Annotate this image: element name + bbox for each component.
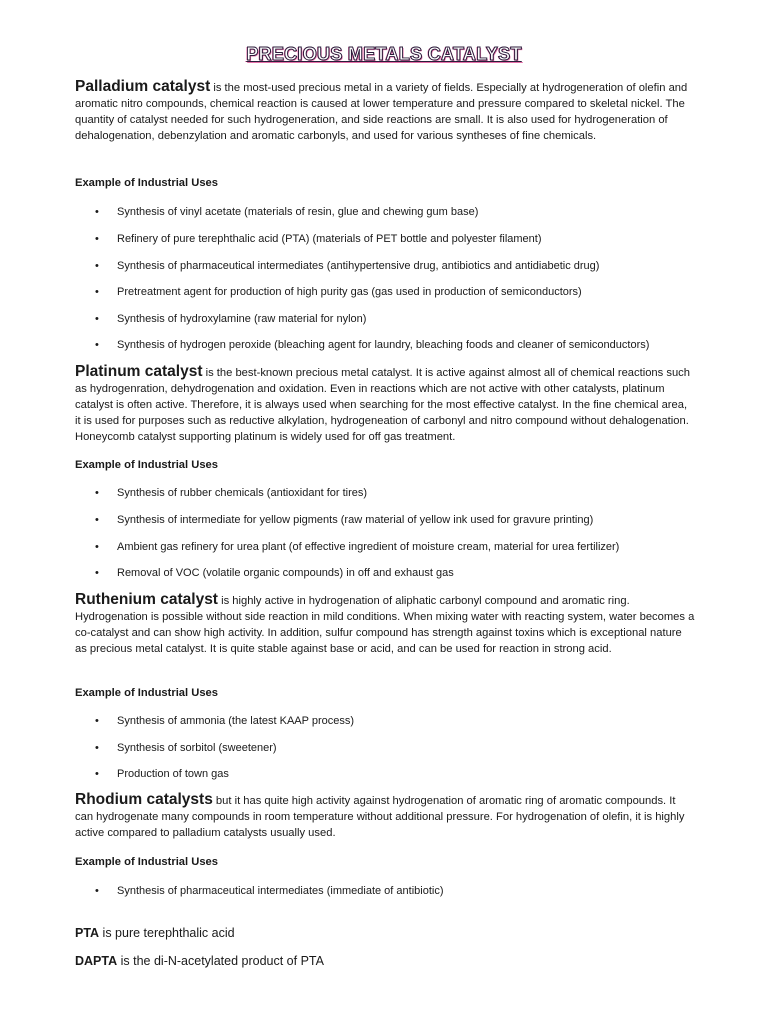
list-item-text: Synthesis of pharmaceutical intermediates (antihypertensive drug, antibiotics and antidiabetic drug) [117,260,600,272]
page-title: PRECIOUS METALS CATALYST [246,44,522,64]
bullet-icon: • [95,487,99,499]
footnote-term: DAPTA [75,954,118,968]
footnote-term: PTA [75,926,100,940]
palladium-uses-heading: Example of Industrial Uses [75,177,218,189]
palladium-heading: Palladium catalyst [75,78,211,95]
bullet-icon: • [95,313,99,325]
bullet-icon: • [95,514,99,526]
list-item-text: Production of town gas [117,768,229,780]
list-item-text: Synthesis of pharmaceutical intermediates (immediate of antibiotic) [117,885,444,897]
ruthenium-heading: Ruthenium catalyst [75,591,218,608]
bullet-icon: • [95,260,99,272]
bullet-icon: • [95,715,99,727]
footnote-pta [75,926,235,940]
list-item-text: Pretreatment agent for production of high purity gas (gas used in production of semiconductors) [117,286,582,298]
list-item-text: Refinery of pure terephthalic acid (PTA) (materials of PET bottle and polyester filament) [117,233,542,245]
footnote-definition: is the di-N-acetylated product of PTA [117,954,324,968]
list-item-text: Synthesis of vinyl acetate (materials of resin, glue and chewing gum base) [117,206,479,218]
list-item-text: Synthesis of hydrogen peroxide (bleaching agent for laundry, bleaching foods and cleaner of semiconductors) [117,339,650,351]
list-item-text: Synthesis of hydroxylamine (raw material for nylon) [117,313,367,325]
platinum-paragraph [75,364,695,445]
palladium-paragraph [75,79,695,144]
bullet-icon: • [95,768,99,780]
bullet-icon: • [95,206,99,218]
rhodium-uses-heading: Example of Industrial Uses [75,856,218,868]
rhodium-description: but it has quite high activity against hydrogenation of aromatic ring of aromatic compounds. It can hydrogenate many compounds in room temperature without additional pressure. For hydrogenation of olefin, it is highly active compared to palladium catalysts usually used. [75,795,685,839]
list-item-text: Synthesis of sorbitol (sweetener) [117,742,277,754]
platinum-heading: Platinum catalyst [75,363,203,380]
list-item-text: Removal of VOC (volatile organic compounds) in off and exhaust gas [117,567,454,579]
ruthenium-description: is highly active in hydrogenation of aliphatic carbonyl compound and aromatic ring. Hydrogenation is possible without side reaction in mild conditions. When mixing water with reacting system, water becomes a co-catalyst and can show high activity. In addition, sulfur compound has strength against toxins which is exceptional nature as precious metal catalyst. It is quite stable against base or acid, and can be used for reaction in strong acid. [75,595,695,655]
list-item-text: Synthesis of rubber chemicals (antioxidant for tires) [117,487,368,499]
ruthenium-uses-heading: Example of Industrial Uses [75,687,218,699]
bullet-icon: • [95,541,99,553]
platinum-description: is the best-known precious metal catalyst. It is active against almost all of chemical reactions such as hydrogenration, dehydrogenation and oxidation. Even in reactions which are not active with other catalysts, platinum catalyst is often active. Therefore, it is always used when searching for the most effective catalyst. In the fine chemical area, it is used for purposes such as reductive alkylation, hydrogeneation of carbonyl and nitro compound without dehalogenation. Honeycomb catalyst supporting platinum is widely used for off gas treatment. [75,367,690,443]
footnote-definition: is pure terephthalic acid [99,926,235,940]
platinum-uses-heading: Example of Industrial Uses [75,459,218,471]
rhodium-heading: Rhodium catalysts [75,791,213,808]
palladium-description: is the most-used precious metal in a variety of fields. Especially at hydrogeneration of olefin and aromatic nitro compounds, chemical reaction is caused at lower temperature and pressure compared to skeletal nickel. The quantity of catalyst needed for such hydrogeneration, and side reactions are small. It is also used for hydrogeneration of dehalogenation, debenzylation and aromatic carbonyls, and used for various syntheses of fine chemicals. [75,82,688,142]
bullet-icon: • [95,742,99,754]
footnote-dapta [75,954,324,968]
rhodium-paragraph [75,792,695,841]
bullet-icon: • [95,567,99,579]
list-item-text: Synthesis of intermediate for yellow pigments (raw material of yellow ink used for gravure printing) [117,514,594,526]
bullet-icon: • [95,339,99,351]
ruthenium-paragraph [75,592,695,657]
bullet-icon: • [95,286,99,298]
bullet-icon: • [95,233,99,245]
list-item-text: Synthesis of ammonia (the latest KAAP process) [117,715,355,727]
bullet-icon: • [95,885,99,897]
list-item-text: Ambient gas refinery for urea plant (of effective ingredient of moisture cream, material for urea fertilizer) [117,541,620,553]
